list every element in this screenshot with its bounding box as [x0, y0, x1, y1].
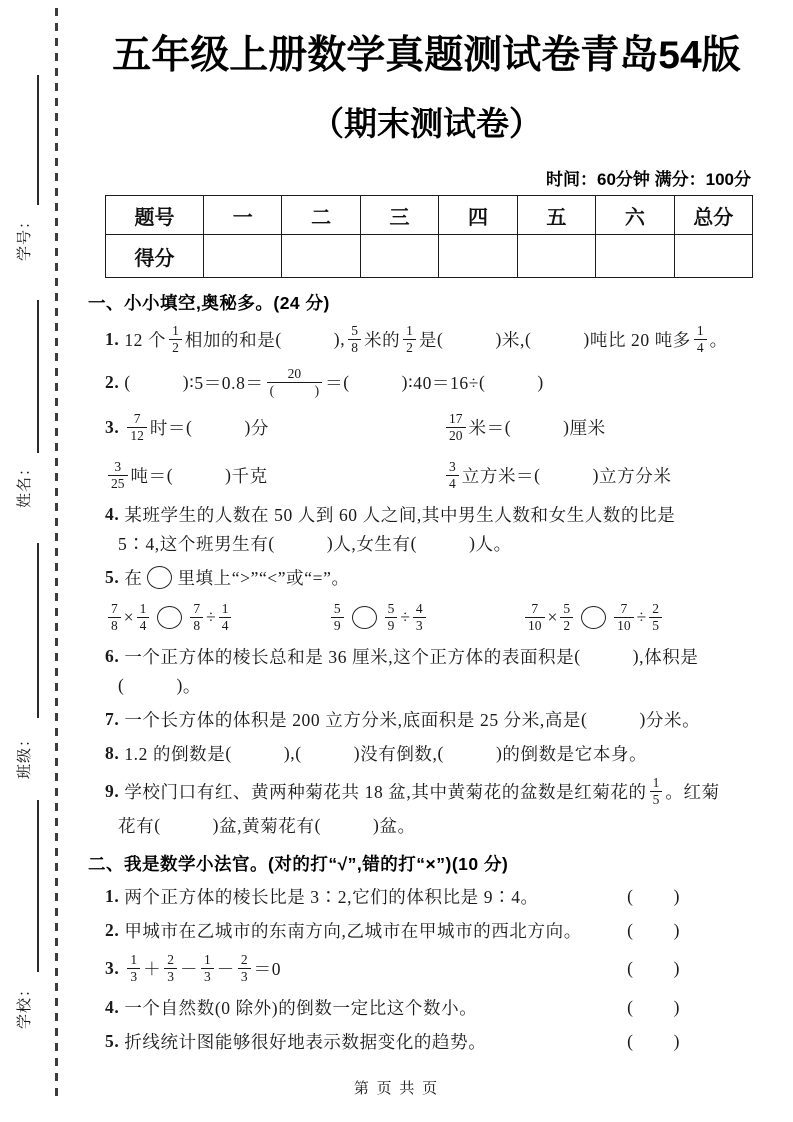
text-run: 立方米＝: [461, 466, 535, 487]
compare-circle: [157, 606, 182, 629]
blank-close-paren: ): [333, 329, 341, 350]
blank-open-paren: (: [581, 708, 588, 729]
score-empty-cell: [360, 235, 438, 278]
answer-blank: [343, 372, 408, 393]
tf-answer-paren: [627, 920, 680, 941]
fraction: [614, 601, 634, 635]
section-heading: 一、小小填空,奥秘多。(24 分): [88, 293, 330, 313]
main-content: [88, 0, 765, 1055]
question-number: 1.: [105, 329, 120, 350]
question-number: 2.: [105, 919, 120, 940]
fraction-numerator: 7: [620, 600, 628, 616]
tf-open-paren: (: [627, 885, 634, 906]
question: [105, 740, 765, 767]
question-line: [105, 501, 765, 528]
text-run: ,: [290, 742, 296, 763]
question-grid-cell: [105, 410, 443, 446]
fraction-denominator: 8: [190, 617, 203, 634]
blank-open-paren: (: [186, 417, 193, 438]
compare-circle: [581, 606, 606, 629]
fraction: [694, 323, 707, 357]
text-run: 分: [250, 418, 270, 439]
fraction: [190, 601, 203, 635]
fraction-denominator: 2: [169, 339, 182, 356]
fraction-denominator: 20: [446, 427, 466, 444]
fraction: [164, 952, 177, 986]
text-run: 米＝: [468, 418, 505, 439]
answer-blank: [124, 372, 189, 393]
tf-close-paren: ): [673, 919, 680, 940]
blank-open-paren: (: [524, 329, 532, 350]
text-run: ×: [547, 607, 558, 628]
tf-open-paren: (: [627, 996, 634, 1017]
fraction-denominator: 3: [413, 617, 426, 634]
fraction: [560, 601, 573, 635]
fraction-denominator: 8: [108, 617, 121, 634]
fraction-denominator: 10: [525, 617, 545, 634]
text-run: 甲城市在乙城市的东南方向,乙城市在甲城市的西北方向。: [124, 920, 582, 941]
text-run: 某班学生的人数在 50 人到 60 人之间,其中男生人数和女生人数的比是: [124, 504, 676, 525]
question-grid-cell: [443, 458, 765, 494]
text-run: 是: [418, 330, 438, 351]
seal-sidebar: [0, 0, 88, 1122]
answer-blank: [167, 465, 232, 486]
tf-close-paren: ): [673, 958, 680, 979]
compare-group: [105, 600, 234, 636]
answer-blank: [295, 743, 360, 764]
fraction: [238, 952, 251, 986]
name-blank-line: [37, 300, 39, 453]
answer-blank: [411, 533, 476, 554]
fraction-numerator: 7: [531, 600, 539, 616]
question-line: [105, 365, 765, 401]
blank-close-paren: ): [537, 372, 544, 393]
score-empty-cell: [439, 235, 517, 278]
fraction-numerator: 2: [652, 600, 659, 616]
text-run: ＝: [325, 373, 344, 394]
text-run: 一个长方体的体积是 200 立方分米,底面积是 25 分米,高是: [124, 709, 582, 730]
sections: [88, 290, 765, 1055]
answer-blank: [574, 646, 639, 667]
question: [105, 365, 765, 401]
tf-close-paren: ): [673, 996, 680, 1017]
fraction: [201, 952, 214, 986]
blank-close-paren: ): [176, 674, 183, 695]
text-run: 盆。: [379, 815, 416, 836]
answer-blank: [437, 329, 502, 350]
blank-open-paren: (: [574, 645, 581, 666]
student-id-blank-line: [37, 75, 39, 205]
fraction-denominator: 8: [348, 339, 361, 356]
tf-answer-paren: [627, 958, 680, 979]
text-run: 立方分米: [599, 466, 672, 487]
text-run: ＝0: [253, 959, 282, 980]
text-run: 折线统计图能够很好地表示数据变化的趋势。: [124, 1031, 487, 1052]
fraction: [267, 366, 323, 400]
text-run: －: [216, 959, 235, 980]
text-run: 人。: [475, 533, 512, 554]
text-run: 5∶4,这个班男生有: [118, 533, 269, 554]
fraction: [219, 601, 232, 635]
text-run: 12 个: [124, 330, 167, 351]
true-false-item: [105, 951, 765, 987]
fraction: [446, 459, 459, 493]
score-empty-cell: [282, 235, 360, 278]
tf-open-paren: (: [627, 1030, 634, 1051]
fraction-numerator: 1: [652, 774, 660, 790]
text-run: 人,女生有: [333, 533, 411, 554]
text-run: 两个正方体的棱长比是 3∶2,它们的体积比是 9∶4。: [124, 886, 539, 907]
answer-blank: [268, 533, 333, 554]
blank-close-paren: ): [373, 814, 380, 835]
fraction-numerator: 5: [333, 600, 341, 616]
fraction: [127, 411, 147, 445]
question-line: [105, 564, 765, 591]
fraction-denominator: 9: [331, 617, 344, 634]
score-table-header-cell: 六: [596, 196, 674, 235]
question-number: 5.: [105, 566, 120, 587]
question-line: [105, 643, 765, 670]
blank-close-paren: ): [212, 814, 220, 835]
blank-close-paren: ): [225, 465, 232, 486]
blank-open-paren: (: [534, 465, 541, 486]
score-table-header-cell: 一: [204, 196, 282, 235]
fraction: [169, 323, 182, 357]
text-run: 里填上“>”“<”或“=”。: [177, 567, 350, 588]
fraction: [331, 601, 344, 635]
score-table-header-cell: 总分: [674, 196, 752, 235]
compare-circle: [352, 606, 377, 629]
blank-open-paren: (: [437, 742, 444, 763]
blank-open-paren: (: [343, 372, 350, 393]
score-empty-cell: [517, 235, 595, 278]
tf-open-paren: (: [627, 958, 634, 979]
answer-blank: [505, 417, 570, 438]
question: [105, 643, 765, 699]
text-run: 分米。: [645, 709, 701, 730]
true-false-item: [105, 883, 765, 910]
blank-open-paren: (: [124, 372, 131, 393]
score-table-header-cell: 四: [439, 196, 517, 235]
text-run: 吨＝: [130, 466, 167, 487]
question-line: [105, 774, 765, 810]
answer-blank: [534, 465, 599, 486]
tf-close-paren: ): [673, 885, 680, 906]
blank-close-paren: ): [401, 372, 409, 393]
score-label-cell: 得分: [106, 235, 204, 278]
blank-close-paren: ): [495, 742, 503, 763]
text-run: 学校门口有红、黄两种菊花共 18 盆,其中黄菊花的盆数是红菊花的: [124, 782, 647, 803]
fraction-numerator: 5: [351, 323, 358, 338]
blank-open-paren: (: [295, 742, 302, 763]
fraction: [446, 411, 466, 445]
fraction-numerator: 2: [167, 951, 174, 967]
answer-blank: [118, 675, 183, 696]
score-table-header-row: [106, 196, 753, 235]
score-table-score-row: [106, 235, 753, 278]
answer-blank: [525, 329, 590, 350]
fraction-numerator: 1: [204, 951, 211, 967]
fraction-denominator: 12: [127, 427, 147, 444]
fraction-denominator: 3: [164, 968, 177, 985]
text-run: ×: [123, 607, 134, 628]
fraction: [525, 601, 545, 635]
fraction: [385, 601, 398, 635]
exam-meta: 时间：60分钟 满分：100分: [546, 170, 751, 189]
text-run: －: [179, 959, 199, 980]
question-line: [105, 672, 765, 699]
text-run: 厘米: [569, 418, 606, 439]
fraction-denominator: 25: [108, 475, 128, 492]
blank-close-paren: ): [563, 417, 570, 438]
question-number: 2.: [105, 372, 120, 393]
blank-open-paren: (: [154, 814, 161, 835]
text-run: 米的: [363, 330, 401, 351]
fraction-numerator: 20: [287, 365, 302, 381]
text-run: 。红菊: [665, 782, 720, 803]
question-line: [105, 740, 765, 767]
compare-group: [328, 600, 429, 636]
blank-close-paren: ): [283, 742, 291, 763]
fraction-denominator: 4: [694, 339, 707, 356]
blank-close-paren: ): [583, 329, 590, 350]
school-blank-line: [37, 800, 39, 972]
fraction-denominator: 4: [219, 617, 232, 634]
text-run: 的倒数是它本身。: [502, 743, 648, 764]
fraction-numerator: 5: [563, 600, 571, 616]
page-subtitle: （期末测试卷）: [311, 105, 542, 142]
question-number: 8.: [105, 742, 120, 763]
fraction: [403, 323, 416, 357]
fraction: [649, 601, 662, 635]
answer-blank: [225, 743, 290, 764]
question-number: 1.: [105, 885, 120, 906]
question-number: 7.: [105, 708, 120, 729]
fraction-denominator: 3: [238, 968, 251, 985]
text-run: ÷: [206, 607, 216, 628]
fraction-numerator: 7: [111, 600, 118, 616]
score-empty-cell: [674, 235, 752, 278]
question-number: 4.: [105, 503, 120, 524]
text-run: 花有: [118, 815, 155, 836]
fraction-denominator: 3: [127, 968, 140, 985]
question-number: 3.: [105, 958, 120, 979]
blank-close-paren: ): [469, 532, 476, 553]
tf-close-paren: ): [673, 1030, 680, 1051]
answer-blank: [275, 329, 340, 350]
page-footer: 第 页 共 页: [353, 1081, 440, 1097]
question: [105, 564, 765, 591]
answer-blank: [154, 815, 219, 836]
text-run: ÷: [400, 607, 410, 628]
text-run: 盆,黄菊花有: [219, 815, 315, 836]
question: [105, 322, 765, 358]
question-number: 4.: [105, 996, 120, 1017]
blank-open-paren: (: [166, 465, 174, 486]
compare-circle: [147, 566, 172, 589]
fraction-numerator: 1: [696, 323, 704, 338]
text-run: 米,: [501, 330, 525, 351]
text-run: ÷: [636, 607, 647, 628]
text-run: 千克: [231, 466, 268, 487]
blank-open-paren: (: [268, 532, 275, 553]
question-number: 6.: [105, 645, 120, 666]
blank-close-paren: ): [632, 645, 640, 666]
fraction-denominator: 4: [446, 475, 459, 492]
fraction-denominator: 9: [385, 617, 398, 634]
question-line: [105, 322, 765, 358]
fraction: [413, 601, 426, 635]
blank-open-paren: (: [504, 417, 512, 438]
text-run: ,体积是: [639, 646, 699, 667]
text-run: ,: [340, 329, 346, 350]
score-empty-cell: [596, 235, 674, 278]
tf-open-paren: (: [627, 919, 634, 940]
answer-blank: [479, 372, 544, 393]
text-run: ＋: [143, 959, 162, 980]
text-run: 一个正方体的棱长总和是 36 厘米,这个正方体的表面积是: [124, 646, 575, 667]
blank-close-paren: ): [592, 465, 600, 486]
text-run: ∶40＝16÷: [408, 373, 479, 394]
blank-close-paren: ): [353, 742, 361, 763]
side-field-label: 学校：: [17, 981, 33, 1030]
blank-open-paren: (: [478, 372, 486, 393]
side-field-label: 班级：: [17, 731, 33, 780]
fraction: [108, 459, 128, 493]
question-number: 3.: [105, 417, 120, 438]
text-run: 时＝: [149, 418, 187, 439]
fraction-numerator: 7: [193, 600, 201, 616]
blank-open-paren: (: [225, 742, 232, 763]
question-line: [105, 530, 765, 557]
fraction-denominator: ( ): [267, 382, 323, 399]
side-field-label: 学号：: [17, 213, 33, 262]
section-heading: 二、我是数学小法官。(对的打“√”,错的打“×”)(10 分): [88, 853, 509, 874]
score-table-header-cell: 二: [282, 196, 360, 235]
blank-open-paren: (: [314, 814, 321, 835]
question-number: 5.: [105, 1030, 120, 1051]
answer-blank: [186, 417, 251, 438]
page-title: 五年级上册数学真题测试卷青岛54版: [112, 34, 741, 77]
fraction-numerator: 1: [172, 323, 179, 338]
score-table-header-cell: 五: [517, 196, 595, 235]
answer-blank: [315, 815, 380, 836]
question: [105, 774, 765, 839]
compare-group: [522, 600, 665, 636]
blank-open-paren: (: [437, 329, 444, 350]
score-table-header-cell: 题号: [106, 196, 204, 235]
score-empty-cell: [204, 235, 282, 278]
fraction-numerator: 17: [449, 410, 463, 426]
answer-blank: [581, 709, 646, 730]
side-field-label: 姓名：: [17, 460, 33, 509]
blank-close-paren: ): [182, 372, 190, 393]
fraction: [108, 601, 121, 635]
section-1: [88, 290, 765, 839]
text-run: 吨比 20 吨多: [589, 330, 691, 351]
text-run: ∶5＝0.8＝: [189, 373, 264, 394]
section-2: [88, 851, 765, 1055]
text-run: 没有倒数,: [360, 743, 438, 764]
blank-close-paren: ): [244, 417, 251, 438]
fraction-denominator: 3: [201, 968, 214, 985]
blank-close-paren: ): [639, 708, 646, 729]
tf-answer-paren: [627, 997, 680, 1018]
blank-open-paren: (: [275, 329, 282, 350]
true-false-item: [105, 1028, 765, 1055]
text-run: 。: [182, 675, 201, 696]
fraction-numerator: 2: [240, 951, 248, 967]
fraction: [348, 323, 361, 357]
question-line: [105, 706, 765, 733]
fraction-denominator: 5: [650, 791, 663, 808]
question: [105, 706, 765, 733]
compare-row: [105, 600, 765, 636]
text-run: 相加的和是: [184, 330, 276, 351]
tf-answer-paren: [627, 1031, 680, 1052]
fraction: [127, 952, 140, 986]
tf-answer-paren: [627, 886, 680, 907]
question-line: [105, 812, 765, 839]
text-run: 。: [709, 330, 728, 351]
question-grid-cell: [105, 458, 443, 494]
score-table: [105, 195, 753, 278]
blank-open-paren: (: [118, 674, 125, 695]
fraction-denominator: 2: [560, 617, 573, 634]
fraction-denominator: 4: [137, 617, 150, 634]
true-false-item: [105, 917, 765, 944]
question-number: 9.: [105, 781, 120, 802]
blank-close-paren: ): [495, 329, 502, 350]
answer-blank: [438, 743, 503, 764]
fraction: [650, 775, 663, 809]
fraction-numerator: 3: [449, 458, 456, 474]
fraction-numerator: 1: [221, 600, 229, 616]
text-run: 1.2 的倒数是: [124, 743, 226, 764]
fraction-numerator: 3: [114, 458, 122, 474]
fraction: [137, 601, 150, 635]
blank-close-paren: ): [326, 532, 334, 553]
fraction-numerator: 5: [387, 600, 395, 616]
fraction-numerator: 1: [130, 951, 138, 967]
class-blank-line: [37, 543, 39, 718]
fraction-numerator: 1: [139, 600, 147, 616]
fraction-denominator: 2: [403, 339, 416, 356]
text-run: 一个自然数(0 除外)的倒数一定比这个数小。: [124, 997, 478, 1018]
fraction-numerator: 1: [406, 323, 413, 338]
fraction-denominator: 5: [649, 617, 662, 634]
question-grid: [105, 410, 765, 494]
fraction-numerator: 7: [133, 410, 141, 426]
blank-open-paren: (: [410, 532, 418, 553]
question: [105, 501, 765, 557]
true-false-item: [105, 994, 765, 1021]
seal-dashed-line: [55, 8, 58, 1096]
question-grid-cell: [443, 410, 765, 446]
fraction-numerator: 4: [415, 600, 423, 616]
score-table-header-cell: 三: [360, 196, 438, 235]
fraction-denominator: 10: [614, 617, 634, 634]
text-run: 在: [124, 567, 143, 588]
